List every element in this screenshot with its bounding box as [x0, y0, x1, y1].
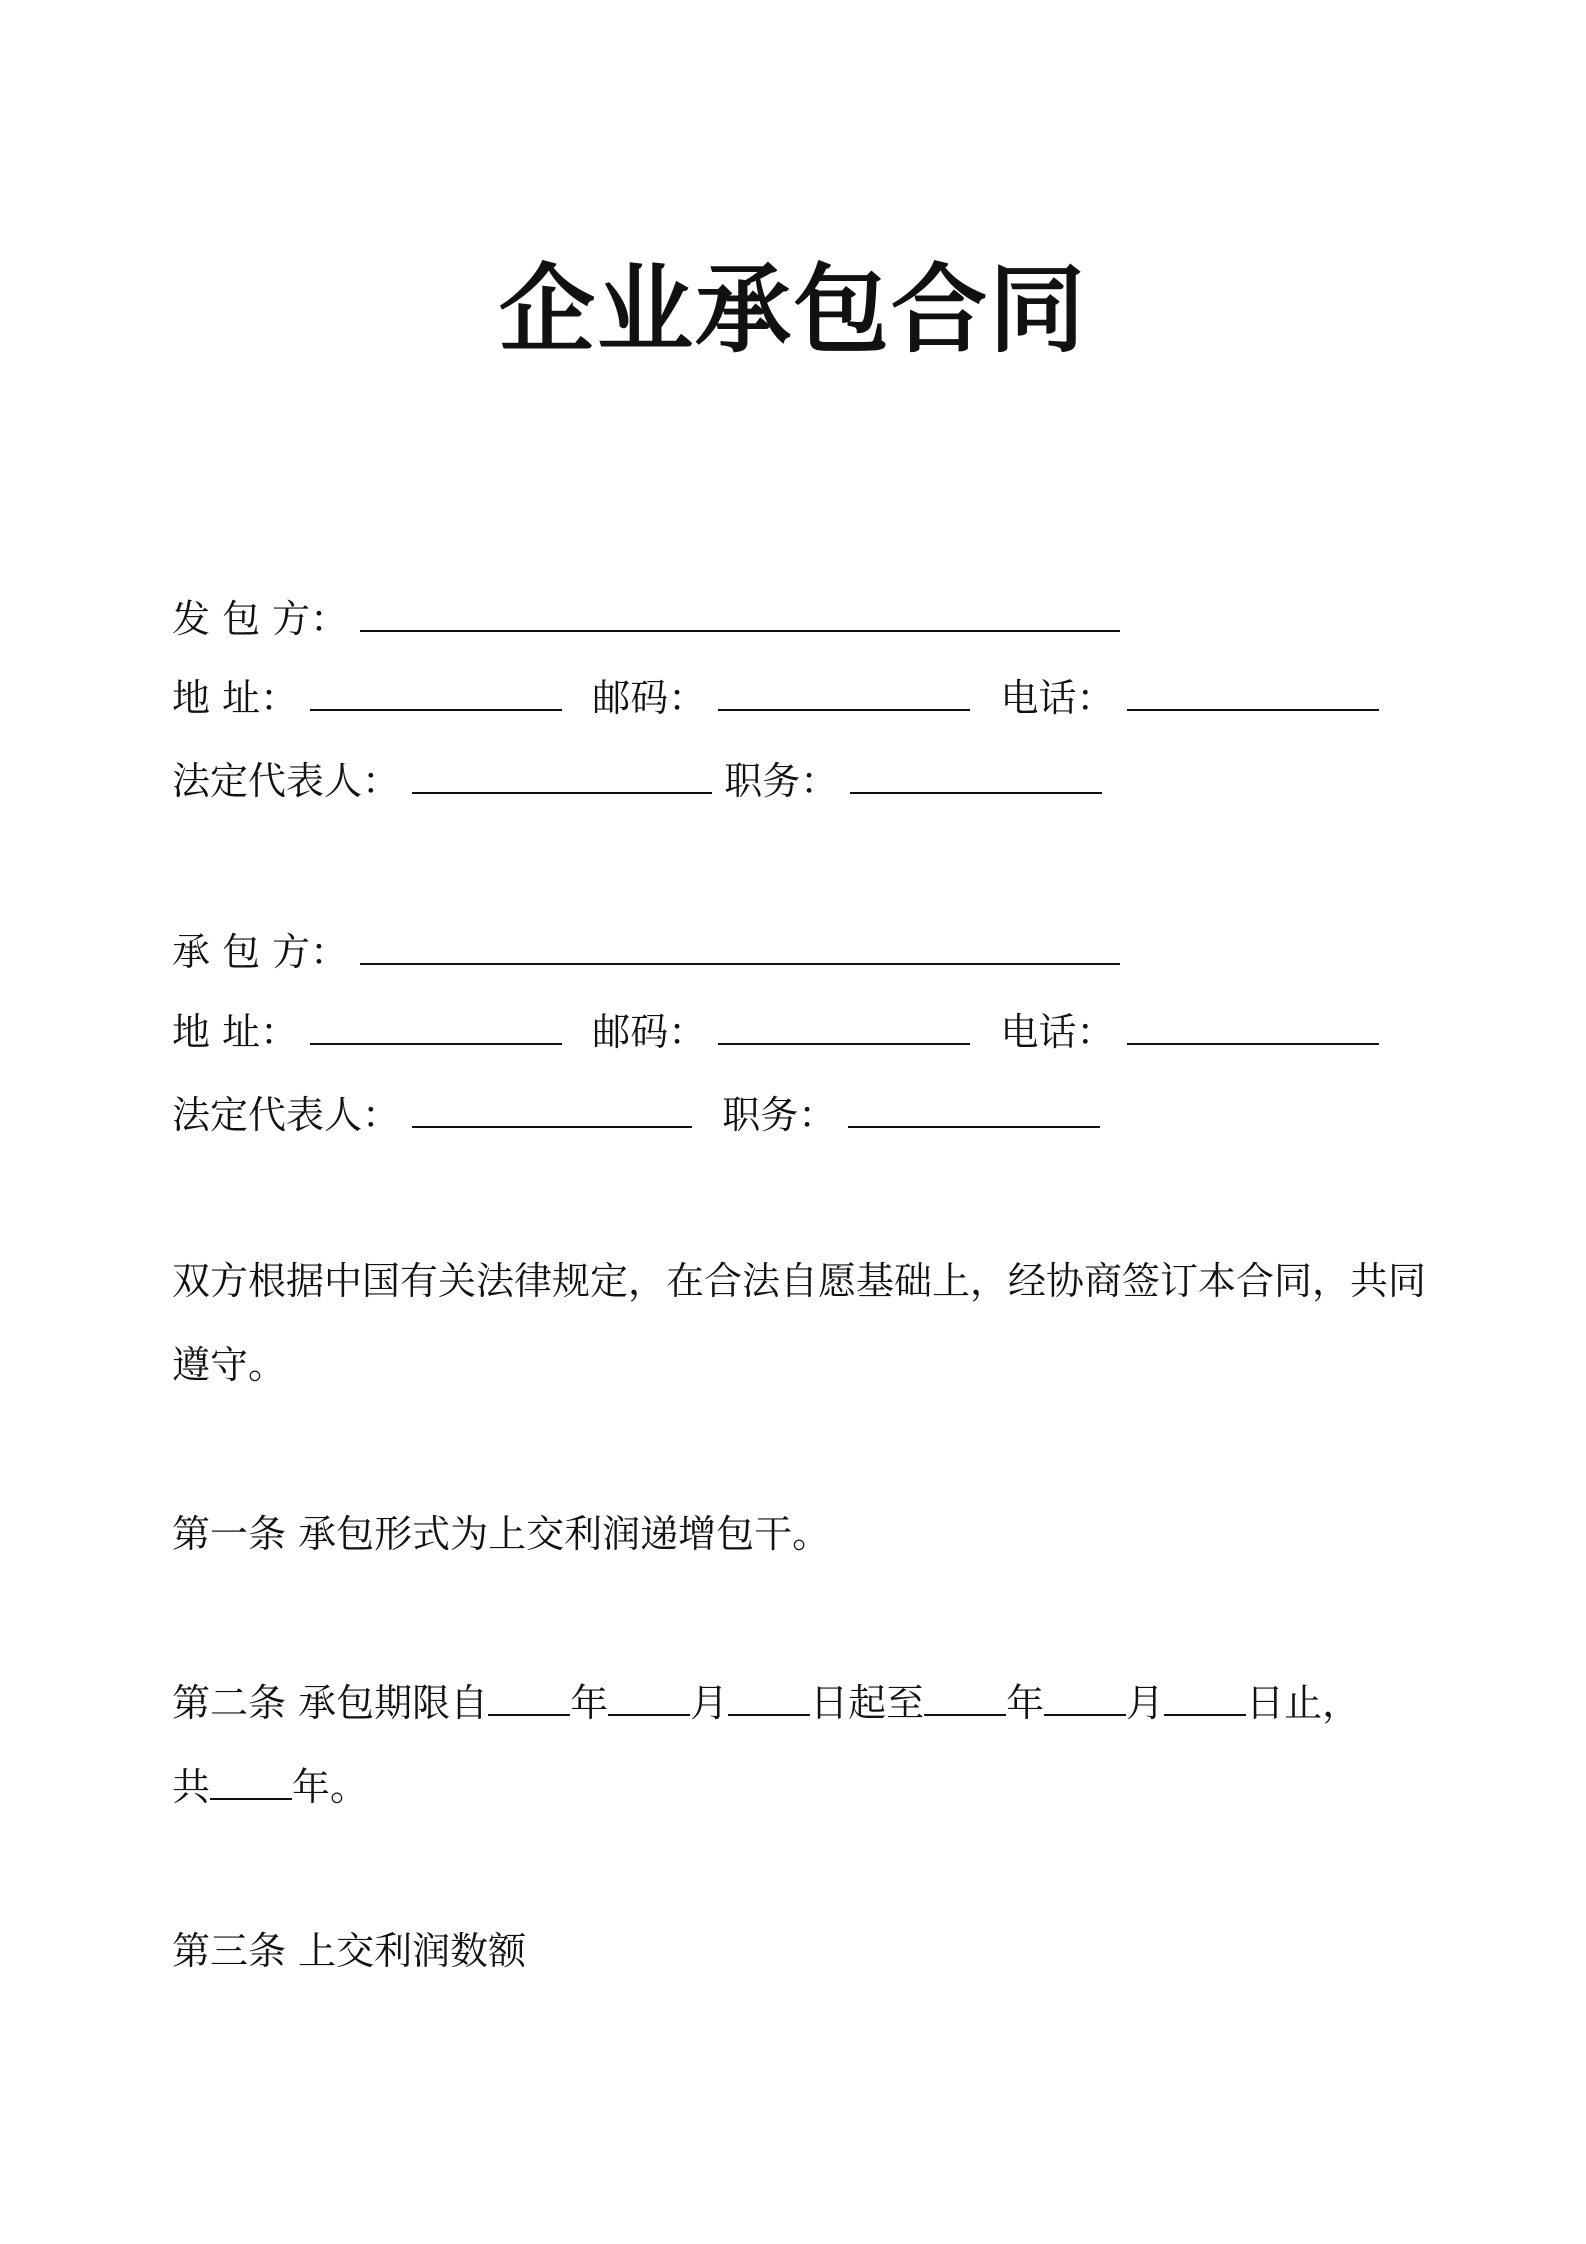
- party-a-representative-field[interactable]: [412, 760, 712, 794]
- party-b-postcode-label: 邮码：: [592, 1010, 707, 1054]
- party-a-contact-row: [172, 676, 1379, 720]
- start-month-field[interactable]: [608, 1682, 690, 1716]
- party-a-name-label: 发 包 方：: [172, 597, 349, 641]
- party-b-postcode-field[interactable]: [718, 1011, 970, 1045]
- day-from-text: 日起至: [810, 1681, 925, 1725]
- party-b-representative-row: [172, 1093, 1100, 1137]
- party-b-name-label: 承 包 方：: [172, 930, 349, 974]
- article-1: 第一条 承包形式为上交利润递增包干。: [172, 1512, 831, 1556]
- party-a-representative-row: [172, 759, 1102, 803]
- year-unit: 年: [570, 1681, 609, 1725]
- party-b-position-label: 职务：: [722, 1093, 837, 1137]
- party-b-representative-field[interactable]: [412, 1094, 692, 1128]
- party-a-address-field[interactable]: [310, 677, 562, 711]
- article-2-total-suffix: 年。: [292, 1765, 369, 1809]
- month-unit: 月: [1126, 1681, 1165, 1725]
- party-b-address-field[interactable]: [310, 1011, 562, 1045]
- year-unit: 年: [1006, 1681, 1045, 1725]
- day-to-text: 日止，: [1246, 1681, 1361, 1725]
- preamble-line-1: 双方根据中国有关法律规定，在合法自愿基础上，经协商签订本合同，共同: [172, 1259, 1427, 1303]
- party-b-phone-field[interactable]: [1127, 1011, 1379, 1045]
- party-a-phone-label: 电话：: [1000, 676, 1115, 720]
- total-years-field[interactable]: [210, 1766, 292, 1800]
- party-a-postcode-field[interactable]: [718, 677, 970, 711]
- party-b-representative-label: 法定代表人：: [172, 1093, 401, 1137]
- party-a-name-field[interactable]: [360, 598, 1120, 632]
- party-a-phone-field[interactable]: [1127, 677, 1379, 711]
- start-year-field[interactable]: [488, 1682, 570, 1716]
- contract-title: 企业承包合同: [499, 254, 1087, 366]
- month-unit: 月: [690, 1681, 729, 1725]
- party-b-contact-row: [172, 1010, 1379, 1054]
- article-2-total-prefix: 共: [172, 1765, 211, 1809]
- article-2-line-1: [172, 1681, 1361, 1725]
- end-month-field[interactable]: [1044, 1682, 1126, 1716]
- party-a-position-label: 职务：: [724, 759, 839, 803]
- end-day-field[interactable]: [1164, 1682, 1246, 1716]
- party-b-name-row: [172, 930, 1120, 974]
- party-a-postcode-label: 邮码：: [592, 676, 707, 720]
- start-day-field[interactable]: [728, 1682, 810, 1716]
- party-b-address-label: 地 址：: [172, 1010, 299, 1054]
- party-a-name-row: [172, 597, 1120, 641]
- preamble-line-2: 遵守。: [172, 1343, 287, 1387]
- party-a-position-field[interactable]: [850, 760, 1102, 794]
- party-a-representative-label: 法定代表人：: [172, 759, 401, 803]
- article-3: 第三条 上交利润数额: [172, 1929, 527, 1973]
- article-2-line-2: [172, 1765, 369, 1809]
- article-2-prefix: 第二条 承包期限自: [172, 1681, 489, 1725]
- party-b-position-field[interactable]: [848, 1094, 1100, 1128]
- party-a-address-label: 地 址：: [172, 676, 299, 720]
- end-year-field[interactable]: [924, 1682, 1006, 1716]
- party-b-phone-label: 电话：: [1000, 1010, 1115, 1054]
- party-b-name-field[interactable]: [360, 931, 1120, 965]
